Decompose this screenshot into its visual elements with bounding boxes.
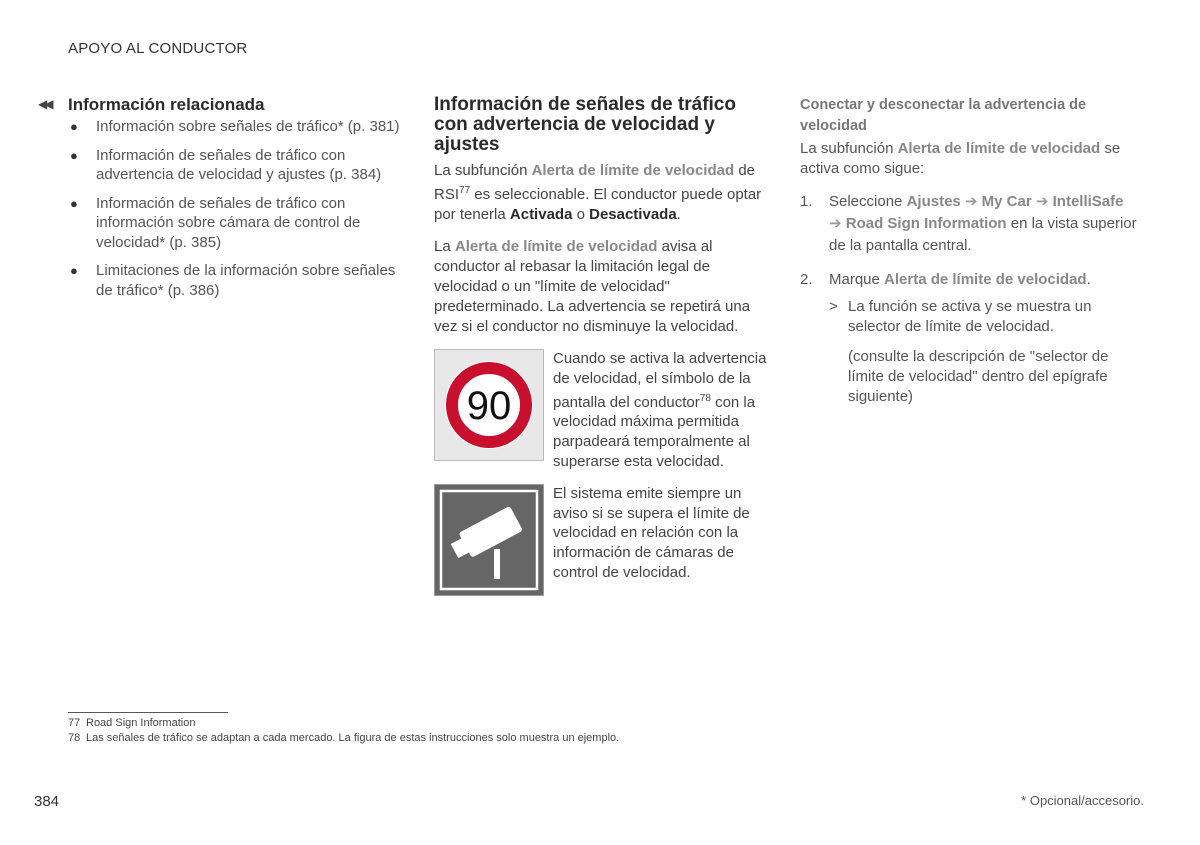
related-link[interactable]: ● Información de señales de tráfico con información sobre cámara de control de velocidad* (p. 385) xyxy=(70,194,361,251)
footnote-divider xyxy=(68,712,228,713)
bullet-icon: ● xyxy=(70,263,78,278)
arrow-right-icon: ➔ xyxy=(964,193,978,210)
result-marker-icon: > xyxy=(829,298,838,315)
step-2: 2. Marque Alerta de límite de velocidad. xyxy=(800,271,1091,288)
page-number: 384 xyxy=(34,793,60,810)
related-link[interactable]: ● Información de señales de tráfico con advertencia de velocidad y ajustes (p. 384) xyxy=(70,146,382,183)
step-1: 1. Seleccione Ajustes ➔ My Car ➔ IntelliSafe ➔ Road Sign Information en la vista superior de la pantalla central. xyxy=(800,193,1137,254)
description-paragraph: La Alerta de límite de velocidad avisa al conductor al rebasar la limitación legal de velocidad o un "límite de velocidad" predeterminado. La advertencia se repetirá una vez si el conductor no disminuye la velocidad. xyxy=(434,238,751,335)
instructions-intro: La subfunción Alerta de límite de velocidad se activa como sigue: xyxy=(800,140,1121,177)
article-title: Información de señales de tráfico con advertencia de velocidad y ajustes xyxy=(434,94,736,155)
bullet-icon: ● xyxy=(70,195,78,211)
bullet-icon: ● xyxy=(70,119,78,134)
arrow-right-icon: ➔ xyxy=(1035,193,1049,210)
speed-limit-sign-icon xyxy=(443,359,535,451)
intro-paragraph: La subfunción Alerta de límite de velocidad de RSI$^{77}$ es seleccionable. El conductor puede optar por tenerla Activada o Desactivada. xyxy=(434,162,762,223)
speed-camera-sign-image xyxy=(434,484,544,596)
related-links-list xyxy=(38,117,408,300)
step-note: (consulte la descripción de "selector de límite de velocidad" dentro del epígrafe siguiente) xyxy=(848,348,1109,405)
related-link[interactable]: ● Información sobre señales de tráfico* (p. 381) xyxy=(70,118,400,135)
related-link[interactable]: ● Limitaciones de la información sobre señales de tráfico* (p. 386) xyxy=(70,262,396,299)
footnote-78: 78 Las señales de tráfico se adaptan a cada mercado. La figura de estas instrucciones solo muestra un ejemplo. xyxy=(68,732,620,744)
footnote-ref-78[interactable]: 78 xyxy=(699,392,711,404)
related-info-title: Información relacionada xyxy=(68,95,265,114)
footnote-ref-77[interactable]: 77 xyxy=(459,185,471,196)
footnote-77: 77 Road Sign Information xyxy=(68,717,196,729)
instructions-title: Conectar y desconectar la advertencia de velocidad xyxy=(800,97,1087,134)
optional-note: * Opcional/accesorio. xyxy=(1021,793,1144,808)
speed-sign-caption: Cuando se activa la advertencia de velocidad, el símbolo de la pantalla del conductor$^{78}$ con la velocidad máxima permitida parpadeará temporalmente al superarse esta velocidad. xyxy=(553,350,767,470)
arrow-right-icon: ➔ xyxy=(829,215,842,232)
speed-limit-sign-image xyxy=(434,349,544,461)
back-arrows-icon[interactable]: ◀◀ xyxy=(38,97,51,111)
related-info xyxy=(38,95,408,309)
main-article xyxy=(434,95,770,608)
instructions-section xyxy=(800,95,1140,407)
section-header: APOYO AL CONDUCTOR xyxy=(68,40,248,57)
camera-figure-row xyxy=(434,484,770,596)
speed-camera-caption: El sistema emite siempre un aviso si se supera el límite de velocidad en relación con la información de cámaras de control de velocidad. xyxy=(553,484,750,581)
bullet-icon: ● xyxy=(70,147,78,163)
speed-camera-icon xyxy=(437,487,541,593)
speed-limit-value: 90 xyxy=(466,384,512,428)
speed-sign-figure-row xyxy=(434,349,770,472)
step-result: > La función se activa y se muestra un selector de límite de velocidad. xyxy=(829,298,1092,335)
